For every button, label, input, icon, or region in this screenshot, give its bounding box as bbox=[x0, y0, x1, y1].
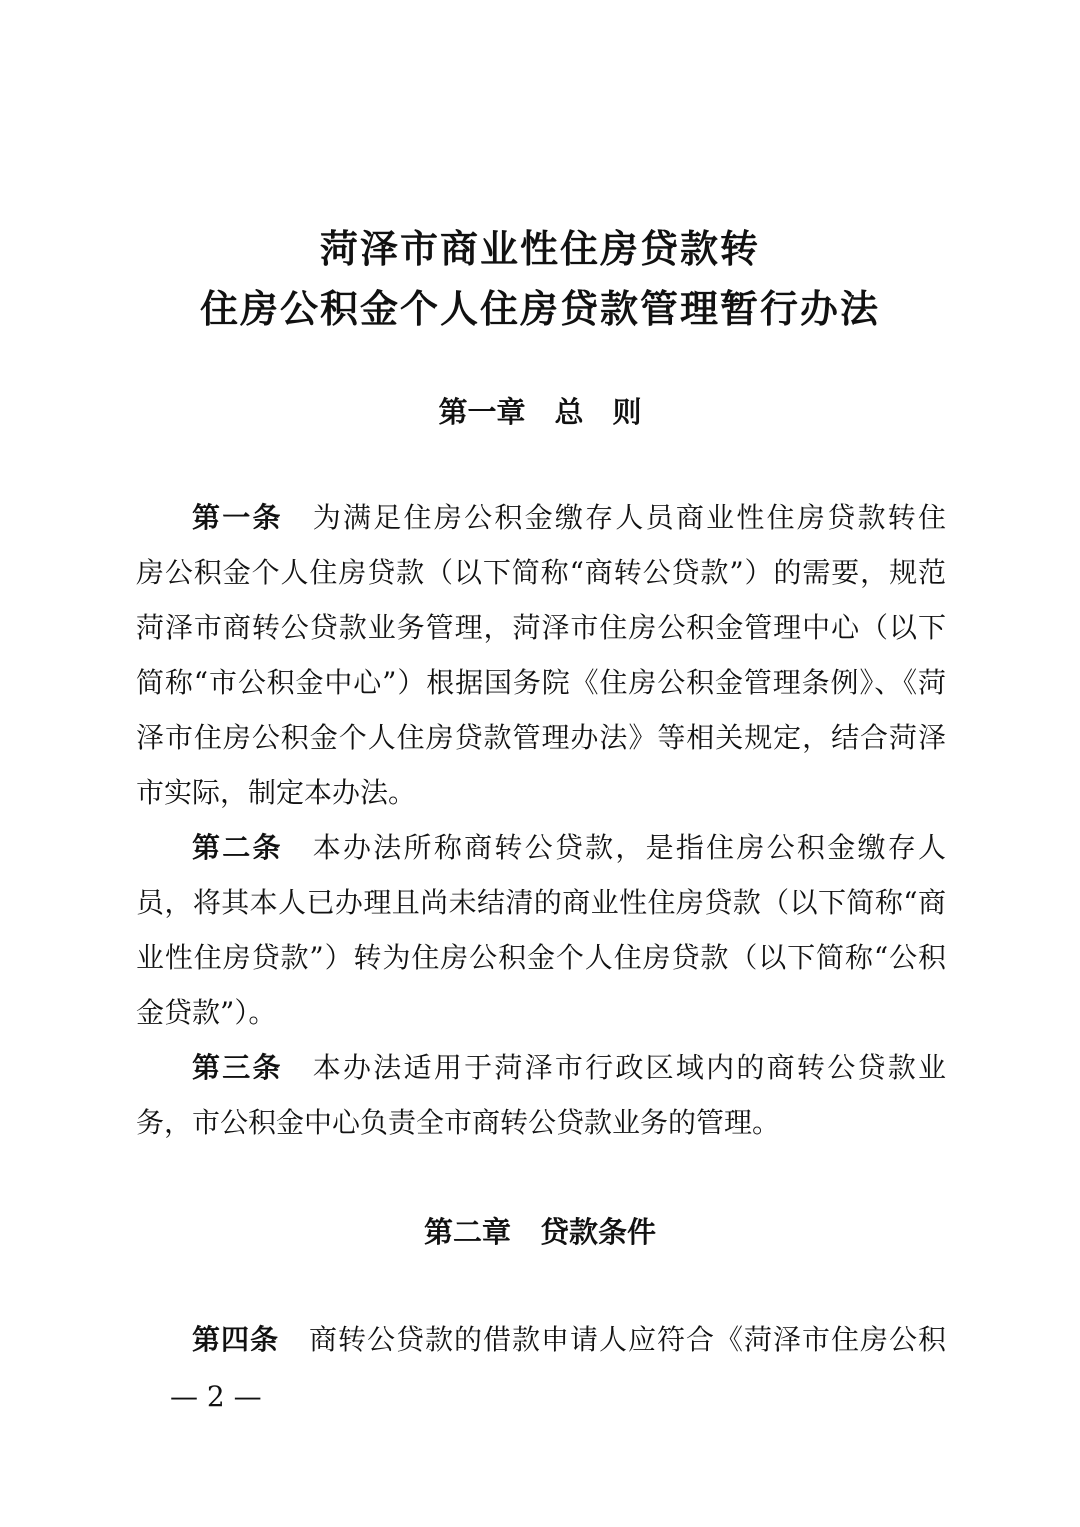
article-3-label: 第三条 bbox=[192, 1051, 283, 1084]
article-2-line-4: 金贷款”）。 bbox=[136, 996, 277, 1029]
article-4-line-1 bbox=[192, 1320, 946, 1360]
article-3-text-1: 本办法适用于菏泽市行政区域内的商转公贷款业 bbox=[312, 1051, 946, 1084]
document-title-line-2: 住房公积金个人住房贷款管理暂行办法 bbox=[199, 287, 880, 331]
article-2-line-3: 业性住房贷款”）转为住房公积金个人住房贷款（以下简称“公积 bbox=[136, 941, 946, 974]
article-1-line-5: 泽市住房公积金个人住房贷款管理办法》等相关规定，结合菏泽 bbox=[136, 721, 946, 754]
article-4-text-1: 商转公贷款的借款申请人应符合《菏泽市住房公积 bbox=[309, 1323, 946, 1356]
article-4-label: 第四条 bbox=[192, 1323, 279, 1356]
article-3-line-1 bbox=[192, 1048, 946, 1088]
article-1-line-3: 菏泽市商转公贷款业务管理，菏泽市住房公积金管理中心（以下 bbox=[136, 611, 946, 644]
page-number: — 2 — bbox=[170, 1380, 262, 1413]
article-1-text-1: 为满足住房公积金缴存人员商业性住房贷款转住 bbox=[312, 501, 946, 534]
article-2-line-2: 员，将其本人已办理且尚未结清的商业性住房贷款（以下简称“商 bbox=[136, 886, 946, 919]
article-3-line-2: 务，市公积金中心负责全市商转公贷款业务的管理。 bbox=[136, 1106, 781, 1139]
article-1-label: 第一条 bbox=[192, 501, 283, 534]
chapter-1-heading: 第一章 总 则 bbox=[438, 395, 642, 429]
article-2-line-1 bbox=[192, 828, 946, 868]
article-2-text-1: 本办法所称商转公贷款，是指住房公积金缴存人 bbox=[312, 831, 946, 864]
article-1-line-6: 市实际，制定本办法。 bbox=[136, 776, 417, 809]
article-1-line-4: 简称“市公积金中心”）根据国务院《住房公积金管理条例》、《菏 bbox=[136, 666, 946, 699]
article-1-line-2: 房公积金个人住房贷款（以下简称“商转公贷款”）的需要，规范 bbox=[136, 556, 946, 589]
document-title-line-1: 菏泽市商业性住房贷款转 bbox=[319, 227, 760, 271]
article-2-label: 第二条 bbox=[192, 831, 283, 864]
chapter-2-heading: 第二章 贷款条件 bbox=[423, 1215, 656, 1249]
article-1-line-1 bbox=[192, 498, 946, 538]
